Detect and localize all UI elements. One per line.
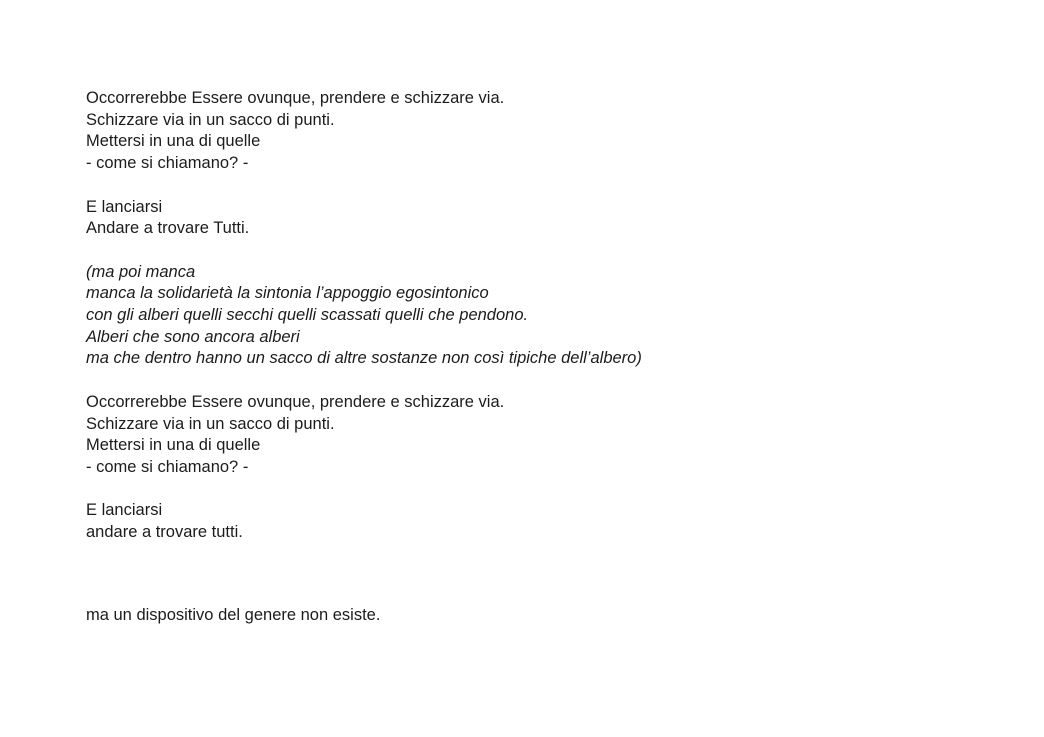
poem-line: con gli alberi quelli secchi quelli scassati quelli che pendono. <box>86 306 529 324</box>
poem-line: Occorrerebbe Essere ovunque, prendere e schizzare via. <box>86 392 505 411</box>
poem-line: Schizzare via in un sacco di punti. <box>86 414 335 433</box>
poem-line: - come si chiamano? - <box>86 154 249 173</box>
poem-line: Alberi che sono ancora alberi <box>86 327 300 346</box>
poem-line: Mettersi in una di quelle <box>86 436 261 455</box>
poem-line: (ma poi manca <box>86 262 196 281</box>
poem-body <box>86 88 986 565</box>
poem-line: - come si chiamano? - <box>86 457 249 476</box>
poem-line: manca la solidarietà la sintonia l’appoggio egosintonico <box>86 284 489 303</box>
poem-line: Andare a trovare Tutti. <box>86 219 250 238</box>
stanza-1 <box>86 88 986 175</box>
poem-line: ma che dentro hanno un sacco di altre sostanze non così tipiche dell’albero) <box>86 349 642 368</box>
poem-line: Schizzare via in un sacco di punti. <box>86 110 335 129</box>
stanza-4 <box>86 392 986 479</box>
stanza-2 <box>86 197 986 240</box>
stanza-3-italic <box>86 262 986 371</box>
poem-line: Mettersi in una di quelle <box>86 132 261 151</box>
poem-line: E lanciarsi <box>86 501 163 520</box>
stanza-5 <box>86 500 986 543</box>
poem-line: andare a trovare tutti. <box>86 523 243 541</box>
closing-line: ma un dispositivo del genere non esiste. <box>86 606 381 624</box>
poem-line: E lanciarsi <box>86 197 163 216</box>
poem-line: Occorrerebbe Essere ovunque, prendere e schizzare via. <box>86 89 505 107</box>
